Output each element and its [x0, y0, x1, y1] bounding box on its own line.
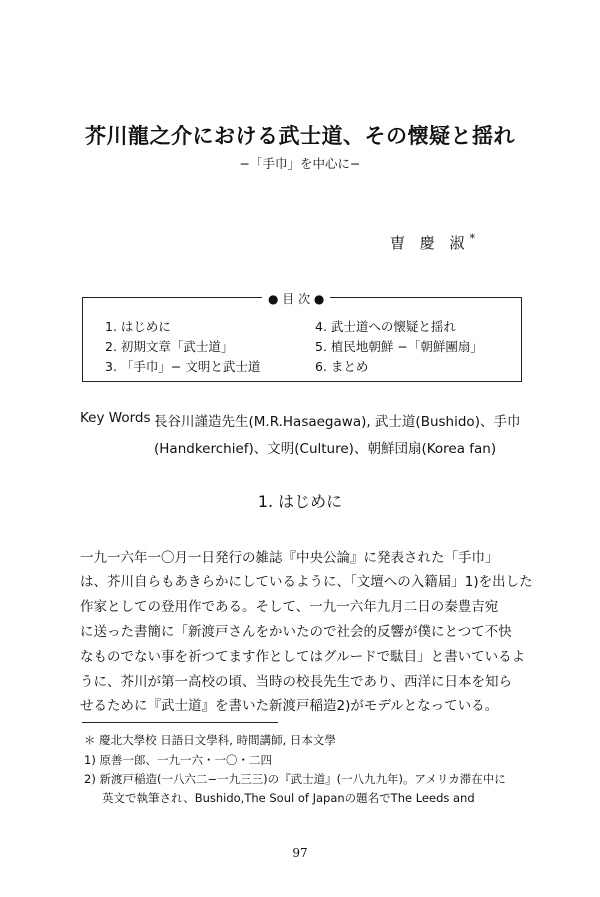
footnote-rule [82, 722, 278, 723]
keywords-line-2: (Handkerchief)、文明(Culture)、朝鮮団扇(Korea fan) [154, 441, 497, 457]
body-line-5: なものでない事を祈つてます作としてはグルードで駄目」と書いているよ [80, 649, 526, 665]
author-name [390, 232, 475, 253]
body-line-3: 作家としての登用作である。そして、一九一六年九月二日の秦豊吉宛 [80, 599, 499, 615]
toc-item-4: 4. 武士道への懐疑と揺れ [315, 319, 456, 334]
author-name-text: 曺 慶 淑 [390, 234, 470, 252]
paper-title: 芥川龍之介における武士道、その懐疑と揺れ [85, 124, 515, 148]
body-line-4: に送った書簡に「新渡戸さんをかいたので社会的反響が僕にとつて不快 [80, 624, 512, 640]
footnote-affiliation: ＊ 慶北大學校 日語日文學科, 時間講師, 日本文學 [84, 733, 336, 747]
footnote-1: 1) 原善一郎、一九一六・一〇・二四 [84, 753, 272, 767]
keywords-label: Key Words : [80, 410, 160, 426]
footnote-2-continued: 英文で執筆され、Bushido,The Soul of Japanの題名でThe Leeds and [102, 791, 475, 805]
body-line-6: うに、芥川が第一高校の頃、当時の校長先生であり、西洋に日本を知ら [80, 674, 512, 690]
toc-item-2: 2. 初期文章「武士道」 [105, 339, 234, 354]
toc-item-5: 5. 植民地朝鮮 −「朝鮮團扇」 [315, 339, 483, 354]
footnote-2: 2) 新渡戸稲造(一八六二−一九三三)の『武士道』(一八九九年)。アメリカ滞在中に [84, 772, 506, 786]
section-heading: 1. はじめに [257, 492, 343, 511]
toc-item-3: 3. 「手巾」− 文明と武士道 [105, 359, 261, 374]
toc-label: ● 目 次 ● [262, 290, 330, 307]
body-line-2: は、芥川自らもあきらかにしているように、「文壇への入籍届」1)を出した [80, 574, 533, 590]
body-line-7: せるために『武士道』を書いた新渡戸稲造2)がモデルとなっている。 [80, 698, 499, 714]
author-footnote-mark: * [469, 232, 476, 245]
toc-item-1: 1. はじめに [105, 319, 171, 334]
body-line-1: 一九一六年一〇月一日発行の雑誌『中央公論』に発表された「手巾」 [80, 550, 499, 566]
keywords-line-1: 長谷川謹造先生(M.R.Hasaegawa), 武士道(Bushido)、手巾 [154, 414, 521, 430]
paper-subtitle: −「手巾」を中心に− [239, 156, 361, 171]
page-number: 97 [292, 846, 308, 860]
toc-item-6: 6. まとめ [315, 359, 369, 374]
